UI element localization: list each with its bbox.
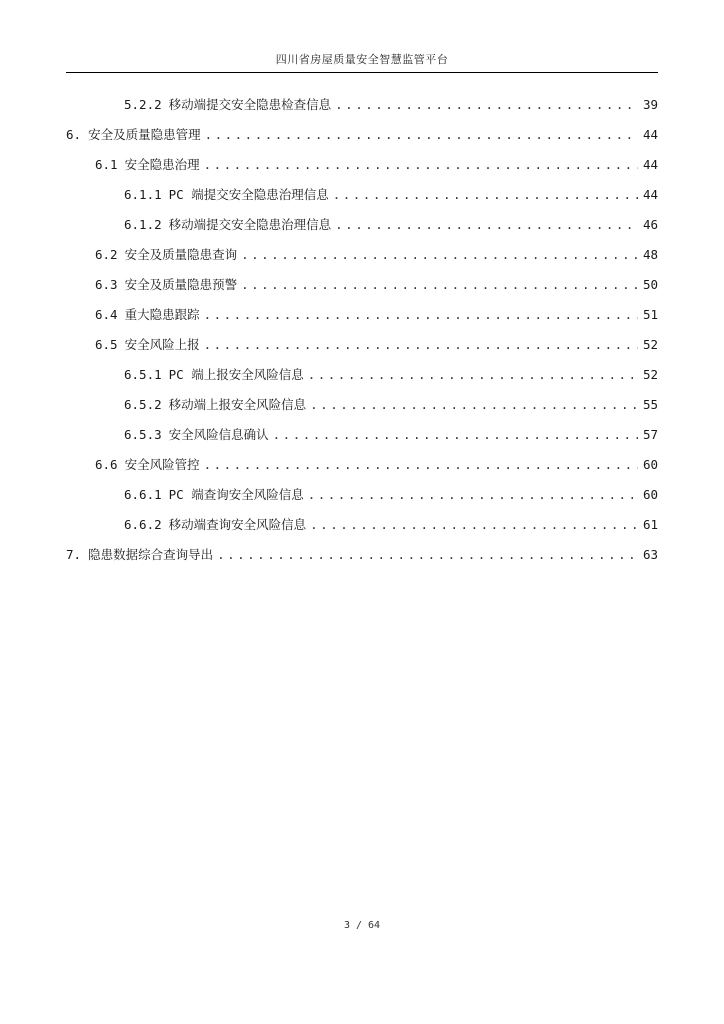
toc-entry-page: 61 (642, 517, 658, 532)
toc-entry-number: 6.5.2 (124, 397, 162, 412)
toc-entry-title: 安全风险管控 (124, 457, 200, 472)
toc-entry-number: 6.6.1 (124, 487, 162, 502)
toc-dot-leader (335, 210, 638, 240)
toc-entry-title: 安全风险信息确认 (168, 427, 269, 442)
toc-dot-leader (204, 330, 638, 360)
toc-entry[interactable] (66, 270, 658, 300)
header-divider (66, 72, 658, 73)
toc-entry[interactable] (66, 240, 658, 270)
toc-entry-title: 隐患数据综合查询导出 (88, 547, 214, 562)
toc-dot-leader (310, 390, 638, 420)
toc-entry-number: 6.5 (95, 337, 118, 352)
page-header-title: 四川省房屋质量安全智慧监管平台 (275, 53, 449, 66)
toc-entry-number: 6.2 (95, 247, 118, 262)
toc-entry-number: 6.1.2 (124, 217, 162, 232)
toc-entry[interactable] (66, 300, 658, 330)
toc-entry-page: 48 (642, 247, 658, 262)
toc-entry[interactable] (66, 210, 658, 240)
toc-entry-title: PC 端查询安全风险信息 (168, 487, 304, 502)
toc-entry-title: 移动端提交安全隐患检查信息 (168, 97, 332, 112)
toc-entry-title: 安全及质量隐患查询 (124, 247, 238, 262)
toc-entry[interactable] (66, 330, 658, 360)
toc-entry[interactable] (66, 450, 658, 480)
toc-entry[interactable] (66, 180, 658, 210)
toc-entry-page: 44 (642, 187, 658, 202)
toc-entry-page: 60 (642, 487, 658, 502)
toc-dot-leader (333, 180, 638, 210)
toc-entry-number: 5.2.2 (124, 97, 162, 112)
toc-entry-page: 51 (642, 307, 658, 322)
toc-dot-leader (204, 300, 638, 330)
toc-entry-page: 55 (642, 397, 658, 412)
toc-entry-title: PC 端上报安全风险信息 (168, 367, 304, 382)
toc-dot-leader (308, 360, 638, 390)
toc-entry[interactable] (66, 150, 658, 180)
toc-entry[interactable] (66, 420, 658, 450)
toc-entry-title: 安全及质量隐患预警 (124, 277, 238, 292)
toc-entry-number: 6. (66, 127, 82, 142)
toc-entry[interactable] (66, 480, 658, 510)
toc-entry-number: 6.1 (95, 157, 118, 172)
toc-entry[interactable] (66, 390, 658, 420)
toc-entry-title: PC 端提交安全隐患治理信息 (168, 187, 329, 202)
toc-dot-leader (241, 240, 638, 270)
toc-entry-title: 安全及质量隐患管理 (88, 127, 201, 142)
toc-entry-number: 6.4 (95, 307, 118, 322)
toc-entry[interactable] (66, 90, 658, 120)
toc-dot-leader (310, 510, 638, 540)
toc-entry-page: 52 (642, 367, 658, 382)
toc-entry-number: 6.6.2 (124, 517, 162, 532)
toc-entry-title: 移动端提交安全隐患治理信息 (168, 217, 332, 232)
toc-dot-leader (204, 150, 638, 180)
toc-dot-leader (241, 270, 638, 300)
table-of-contents (66, 90, 658, 570)
toc-dot-leader (204, 450, 638, 480)
toc-entry-title: 安全风险上报 (124, 337, 200, 352)
toc-entry-page: 60 (642, 457, 658, 472)
toc-entry-title: 重大隐患跟踪 (124, 307, 200, 322)
page-number: 3 / 64 (343, 920, 381, 931)
toc-entry-title: 移动端查询安全风险信息 (168, 517, 307, 532)
toc-dot-leader (273, 420, 638, 450)
toc-entry-page: 57 (642, 427, 658, 442)
toc-entry-number: 6.5.3 (124, 427, 162, 442)
toc-entry-page: 52 (642, 337, 658, 352)
toc-entry-number: 6.3 (95, 277, 118, 292)
toc-entry-title: 移动端上报安全风险信息 (168, 397, 307, 412)
toc-entry-page: 50 (642, 277, 658, 292)
toc-entry-page: 63 (642, 547, 658, 562)
toc-entry-number: 6.6 (95, 457, 118, 472)
toc-entry-number: 6.1.1 (124, 187, 162, 202)
toc-entry-number: 6.5.1 (124, 367, 162, 382)
toc-dot-leader (205, 120, 638, 150)
toc-entry[interactable] (66, 540, 658, 570)
toc-dot-leader (308, 480, 638, 510)
toc-entry-page: 44 (642, 157, 658, 172)
toc-entry-page: 46 (642, 217, 658, 232)
toc-entry-number: 7. (66, 547, 82, 562)
toc-entry[interactable] (66, 120, 658, 150)
toc-entry-page: 44 (642, 127, 658, 142)
toc-entry[interactable] (66, 360, 658, 390)
toc-entry-title: 安全隐患治理 (124, 157, 200, 172)
toc-dot-leader (217, 540, 638, 570)
toc-entry[interactable] (66, 510, 658, 540)
toc-entry-page: 39 (642, 97, 658, 112)
toc-dot-leader (335, 90, 638, 120)
